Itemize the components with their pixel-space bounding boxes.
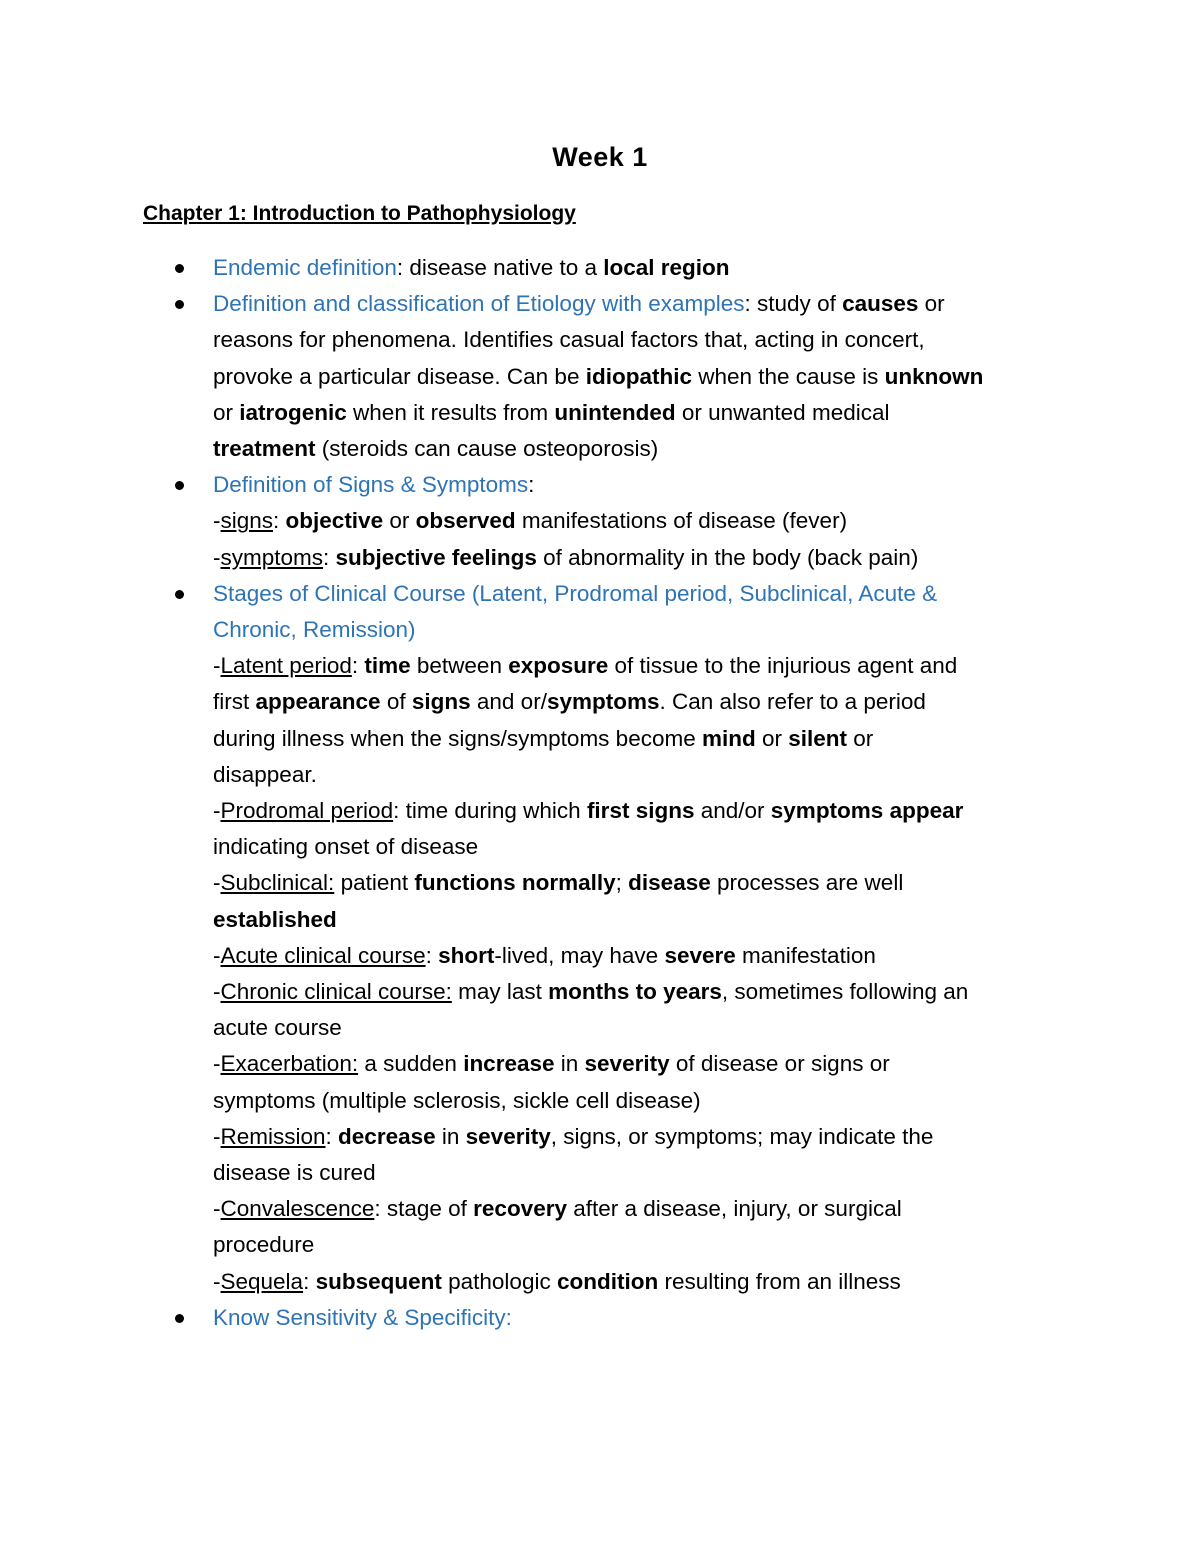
text-run: pathologic [441, 1268, 557, 1294]
text-run: signs [411, 689, 471, 715]
text-run: disappear. [213, 761, 317, 787]
text-run: functions normally [414, 870, 616, 896]
text-run: or [383, 508, 416, 534]
text-line [213, 721, 1073, 757]
text-run: -lived, may have [494, 942, 665, 968]
text-run: Acute clinical course [220, 942, 426, 968]
text-line [213, 829, 1073, 865]
text-line [213, 1155, 1073, 1191]
text-line [213, 793, 1073, 829]
text-run: or unwanted medical [675, 399, 890, 425]
text-run: : [273, 508, 286, 534]
text-run: (steroids can cause osteoporosis) [315, 436, 659, 462]
text-run: treatment [213, 436, 316, 462]
text-run: - [213, 653, 221, 679]
text-run: - [213, 1051, 221, 1077]
bullet-list [213, 250, 1073, 1336]
text-line [213, 902, 1073, 938]
text-run: patient [334, 870, 415, 896]
text-run: condition [556, 1268, 659, 1294]
text-run: first [213, 689, 256, 715]
text-run: - [213, 979, 221, 1005]
bullet-icon [175, 481, 184, 490]
text-run: : [425, 942, 439, 968]
text-line [213, 395, 1073, 431]
text-run: recovery [473, 1196, 567, 1222]
text-run: symptoms [546, 689, 660, 715]
text-run: Exacerbation: [220, 1051, 359, 1077]
text-line [213, 286, 1073, 322]
text-line [213, 1010, 1073, 1046]
text-run: objective [285, 508, 384, 534]
text-run: disease is cured [213, 1160, 376, 1186]
text-run: : [351, 653, 365, 679]
text-run: or [755, 725, 789, 751]
text-run: Chronic, Remission) [213, 617, 416, 643]
text-line [213, 648, 1073, 684]
text-run: resulting from an illness [658, 1268, 901, 1294]
bullet-icon [175, 590, 184, 599]
text-line [213, 938, 1073, 974]
text-run: Remission [220, 1123, 326, 1149]
text-run: and/or [694, 798, 771, 824]
bullet-icon [175, 1314, 184, 1323]
text-run: : [325, 1123, 339, 1149]
text-run: subsequent [315, 1268, 442, 1294]
text-run: local region [603, 255, 730, 280]
text-run: and or/ [470, 689, 547, 715]
text-line [213, 250, 1073, 286]
text-run: manifestations of disease (fever) [515, 508, 848, 534]
text-line [213, 974, 1073, 1010]
text-run: indicating onset of disease [213, 834, 479, 860]
text-run: exposure [508, 653, 609, 679]
text-line [213, 322, 1073, 358]
text-line [213, 612, 1073, 648]
text-run: , sometimes following an [721, 979, 969, 1005]
text-run: of disease or signs or [669, 1051, 890, 1077]
text-run: - [213, 798, 221, 824]
text-run: Convalescence [220, 1196, 375, 1222]
text-run: ; [615, 870, 629, 896]
text-run: : time during which [393, 798, 587, 824]
bullet-icon [175, 300, 184, 309]
text-run: of abnormality in the body (back pain) [536, 544, 919, 570]
text-run: of tissue to the injurious agent and [608, 653, 958, 679]
text-run: established [213, 906, 337, 932]
text-run: first signs [586, 798, 695, 824]
page-title: Week 1 [552, 142, 648, 172]
text-run: or [918, 291, 945, 317]
text-run: or [213, 399, 240, 425]
text-line [213, 576, 1073, 612]
text-run: unintended [554, 399, 676, 425]
text-run: - [213, 1123, 221, 1149]
text-line [213, 1191, 1073, 1227]
text-run: Subclinical: [220, 870, 335, 896]
text-run: manifestation [735, 942, 876, 968]
text-run: symptoms [220, 544, 324, 570]
text-run: months to years [548, 979, 722, 1005]
text-line [213, 757, 1073, 793]
text-run: appearance [255, 689, 381, 715]
text-run: severity [584, 1051, 670, 1077]
text-line [213, 1119, 1073, 1155]
text-run: : stage of [374, 1196, 474, 1222]
text-run: disease [628, 870, 711, 896]
text-run: increase [463, 1051, 555, 1077]
text-line [213, 865, 1073, 901]
text-run: Definition of Signs & Symptoms [213, 472, 529, 498]
text-run: processes are well [710, 870, 904, 896]
text-line [213, 1264, 1073, 1300]
text-run: severity [465, 1123, 551, 1149]
text-run: a sudden [358, 1051, 464, 1077]
text-run: Sequela [220, 1268, 304, 1294]
text-run: unknown [884, 363, 984, 389]
list-item [213, 467, 1073, 576]
text-run: Latent period [220, 653, 352, 679]
text-line [213, 684, 1073, 720]
text-run: after a disease, injury, or surgical [566, 1196, 902, 1222]
text-run: Prodromal period [220, 798, 394, 824]
text-run: severe [664, 942, 736, 968]
text-run: : disease native to a [396, 255, 604, 280]
text-run: - [213, 544, 221, 570]
text-line [213, 1227, 1073, 1263]
text-run: signs [220, 508, 274, 534]
text-run: in [554, 1051, 585, 1077]
text-run: : study of [744, 291, 843, 317]
chapter-heading: Chapter 1: Introduction to Pathophysiology [143, 202, 576, 225]
text-run: - [213, 508, 221, 534]
text-run: time [364, 653, 411, 679]
text-run: silent [788, 725, 848, 751]
text-run: : [303, 1268, 316, 1294]
text-run: may last [451, 979, 549, 1005]
text-run: symptoms appear [770, 798, 964, 824]
text-run: . Can also refer to a period [659, 689, 926, 715]
text-run: procedure [213, 1232, 315, 1258]
text-line [213, 1046, 1073, 1082]
text-line [213, 503, 1073, 539]
text-run: or [847, 725, 874, 751]
text-run: in [435, 1123, 466, 1149]
text-run: when the cause is [691, 363, 885, 389]
text-run: iatrogenic [239, 399, 347, 425]
text-line [213, 359, 1073, 395]
text-line [213, 1300, 1073, 1336]
text-run: mind [701, 725, 756, 751]
text-run: when it results from [346, 399, 555, 425]
text-run: : [323, 544, 336, 570]
text-run: causes [842, 291, 919, 317]
text-line [213, 467, 1073, 503]
text-line [213, 431, 1073, 467]
text-run: acute course [213, 1015, 342, 1041]
text-run: Know Sensitivity & Specificity: [213, 1304, 512, 1330]
text-run: - [213, 1196, 221, 1222]
text-run: during illness when the signs/symptoms become [213, 725, 702, 751]
text-run: of [380, 689, 412, 715]
text-run: Chronic clinical course: [220, 979, 452, 1005]
text-run: Endemic definition [213, 255, 397, 280]
text-run: subjective feelings [335, 544, 537, 570]
text-line [213, 540, 1073, 576]
text-run: Stages of Clinical Course (Latent, Prodromal period, Subclinical, Acute & [213, 580, 938, 606]
text-line [213, 1083, 1073, 1119]
text-run: idiopathic [585, 363, 692, 389]
text-run: : [528, 472, 535, 498]
text-run: symptoms (multiple sclerosis, sickle cell disease) [213, 1087, 701, 1113]
list-item [213, 1300, 1073, 1336]
text-run: , signs, or symptoms; may indicate the [550, 1123, 934, 1149]
text-run: short [438, 942, 495, 968]
text-run: - [213, 870, 221, 896]
text-run: - [213, 1268, 221, 1294]
text-run: Definition and classification of Etiology with examples [213, 291, 745, 317]
text-run: reasons for phenomena. Identifies casual factors that, acting in concert, [213, 327, 925, 353]
bullet-icon [175, 264, 184, 273]
list-item [213, 576, 1073, 1300]
text-run: - [213, 942, 221, 968]
text-run: provoke a particular disease. Can be [213, 363, 586, 389]
list-item [213, 286, 1073, 467]
text-run: between [410, 653, 509, 679]
text-run: observed [415, 508, 516, 534]
list-item [213, 250, 1073, 286]
text-run: decrease [338, 1123, 436, 1149]
